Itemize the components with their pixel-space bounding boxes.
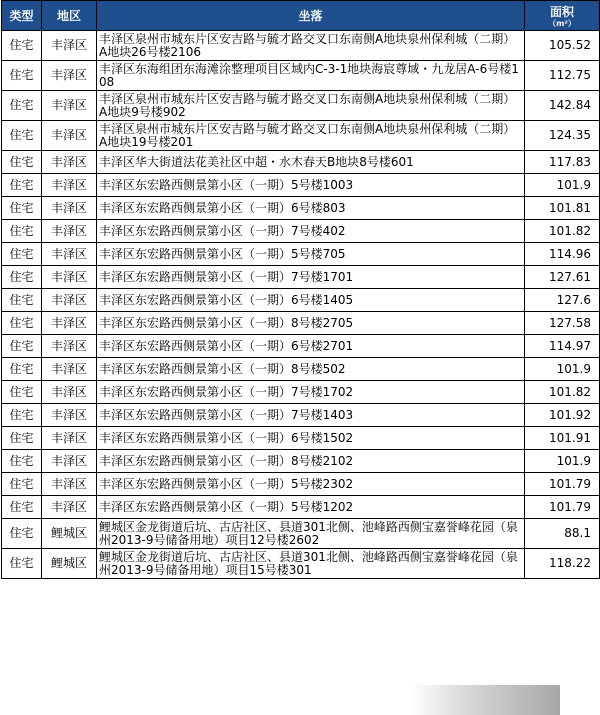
- cell-district: 丰泽区: [42, 312, 97, 335]
- cell-district: 丰泽区: [42, 91, 97, 121]
- table-row: [2, 404, 600, 427]
- cell-district: 丰泽区: [42, 121, 97, 151]
- cell-address: 丰泽区东宏路西侧景第小区（一期）8号楼502: [97, 358, 525, 381]
- cell-address: 丰泽区东宏路西侧景第小区（一期）7号楼1702: [97, 381, 525, 404]
- cell-address: 丰泽区泉州市城东片区安吉路与毓才路交叉口东南侧A地块泉州保利城（二期）A地块26号楼2106: [97, 31, 525, 61]
- cell-address: 丰泽区东宏路西侧景第小区（一期）8号楼2705: [97, 312, 525, 335]
- header-district: 地区: [42, 1, 97, 31]
- cell-area: 101.9: [525, 358, 600, 381]
- cell-district: 丰泽区: [42, 289, 97, 312]
- cell-address: 丰泽区东宏路西侧景第小区（一期）5号楼705: [97, 243, 525, 266]
- cell-address: 丰泽区东宏路西侧景第小区（一期）7号楼1701: [97, 266, 525, 289]
- table-row: [2, 496, 600, 519]
- table-row: [2, 31, 600, 61]
- cell-district: 丰泽区: [42, 31, 97, 61]
- cell-type: 住宅: [2, 151, 42, 174]
- cell-type: 住宅: [2, 473, 42, 496]
- table-row: [2, 358, 600, 381]
- cell-type: 住宅: [2, 91, 42, 121]
- table-row: [2, 151, 600, 174]
- table-row: [2, 473, 600, 496]
- cell-address: 丰泽区东宏路西侧景第小区（一期）6号楼803: [97, 197, 525, 220]
- cell-type: 住宅: [2, 427, 42, 450]
- cell-type: 住宅: [2, 121, 42, 151]
- cell-district: 丰泽区: [42, 243, 97, 266]
- header-address: 坐落: [97, 1, 525, 31]
- cell-address: 丰泽区东宏路西侧景第小区（一期）6号楼1502: [97, 427, 525, 450]
- cell-district: 丰泽区: [42, 381, 97, 404]
- cell-area: 101.79: [525, 496, 600, 519]
- cell-type: 住宅: [2, 174, 42, 197]
- cell-area: 142.84: [525, 91, 600, 121]
- header-type: 类型: [2, 1, 42, 31]
- cell-address: 丰泽区东宏路西侧景第小区（一期）8号楼2102: [97, 450, 525, 473]
- cell-address: 丰泽区泉州市城东片区安吉路与毓才路交叉口东南侧A地块泉州保利城（二期）A地块19号楼201: [97, 121, 525, 151]
- table-row: [2, 450, 600, 473]
- table-row: [2, 312, 600, 335]
- cell-type: 住宅: [2, 404, 42, 427]
- cell-district: 鲤城区: [42, 549, 97, 579]
- cell-district: 丰泽区: [42, 358, 97, 381]
- cell-type: 住宅: [2, 266, 42, 289]
- cell-district: 丰泽区: [42, 197, 97, 220]
- cell-area: 101.81: [525, 197, 600, 220]
- cell-address: 丰泽区东宏路西侧景第小区（一期）5号楼2302: [97, 473, 525, 496]
- header-area-label: 面积: [549, 4, 574, 19]
- cell-district: 丰泽区: [42, 450, 97, 473]
- cell-type: 住宅: [2, 335, 42, 358]
- table-row: [2, 121, 600, 151]
- cell-area: 88.1: [525, 519, 600, 549]
- cell-area: 114.96: [525, 243, 600, 266]
- cell-address: 鲤城区金龙街道后坑、古店社区、县道301北侧、池峰路西侧宝嘉誉峰花园（泉州2013-9号储备用地）项目12号楼2602: [97, 519, 525, 549]
- cell-district: 丰泽区: [42, 174, 97, 197]
- cell-type: 住宅: [2, 197, 42, 220]
- cell-area: 101.92: [525, 404, 600, 427]
- cell-type: 住宅: [2, 61, 42, 91]
- cell-address: 丰泽区泉州市城东片区安吉路与毓才路交叉口东南侧A地块泉州保利城（二期）A地块9号楼902: [97, 91, 525, 121]
- cell-area: 101.82: [525, 381, 600, 404]
- table-body: [2, 31, 600, 579]
- cell-address: 丰泽区东宏路西侧景第小区（一期）5号楼1003: [97, 174, 525, 197]
- table-row: [2, 427, 600, 450]
- table-row: [2, 174, 600, 197]
- cell-type: 住宅: [2, 358, 42, 381]
- table-header-row: [2, 1, 600, 31]
- cell-address: 丰泽区东宏路西侧景第小区（一期）6号楼2701: [97, 335, 525, 358]
- cell-district: 丰泽区: [42, 404, 97, 427]
- cell-type: 住宅: [2, 381, 42, 404]
- cell-area: 101.82: [525, 220, 600, 243]
- cell-address: 丰泽区东宏路西侧景第小区（一期）6号楼1405: [97, 289, 525, 312]
- cell-district: 丰泽区: [42, 427, 97, 450]
- property-table: [1, 0, 600, 579]
- cell-type: 住宅: [2, 243, 42, 266]
- watermark: [410, 685, 560, 715]
- cell-district: 丰泽区: [42, 61, 97, 91]
- cell-district: 丰泽区: [42, 496, 97, 519]
- cell-type: 住宅: [2, 450, 42, 473]
- header-area: [525, 1, 600, 31]
- cell-district: 丰泽区: [42, 266, 97, 289]
- cell-address: 丰泽区东海组团东海滩涂整理项目区域内C-3-1地块海宸尊域・九龙居A-6号楼108: [97, 61, 525, 91]
- cell-area: 117.83: [525, 151, 600, 174]
- cell-address: 鲤城区金龙街道后坑、古店社区、县道301北侧、池峰路西侧宝嘉誉峰花园（泉州2013-9号储备用地）项目15号楼301: [97, 549, 525, 579]
- header-area-unit: （m²）: [548, 18, 576, 27]
- cell-address: 丰泽区东宏路西侧景第小区（一期）7号楼1403: [97, 404, 525, 427]
- cell-area: 101.91: [525, 427, 600, 450]
- cell-type: 住宅: [2, 312, 42, 335]
- cell-area: 112.75: [525, 61, 600, 91]
- cell-district: 丰泽区: [42, 335, 97, 358]
- cell-address: 丰泽区东宏路西侧景第小区（一期）5号楼1202: [97, 496, 525, 519]
- table-row: [2, 549, 600, 579]
- cell-area: 124.35: [525, 121, 600, 151]
- cell-area: 101.9: [525, 450, 600, 473]
- table-row: [2, 289, 600, 312]
- cell-district: 鲤城区: [42, 519, 97, 549]
- table-row: [2, 61, 600, 91]
- cell-area: 101.79: [525, 473, 600, 496]
- table-row: [2, 220, 600, 243]
- cell-type: 住宅: [2, 519, 42, 549]
- table-row: [2, 243, 600, 266]
- table-row: [2, 519, 600, 549]
- table-row: [2, 381, 600, 404]
- cell-area: 118.22: [525, 549, 600, 579]
- cell-area: 127.6: [525, 289, 600, 312]
- cell-type: 住宅: [2, 31, 42, 61]
- cell-address: 丰泽区华大街道法花美社区中超・水木春天B地块8号楼601: [97, 151, 525, 174]
- cell-district: 丰泽区: [42, 473, 97, 496]
- cell-district: 丰泽区: [42, 151, 97, 174]
- table-row: [2, 266, 600, 289]
- table-row: [2, 335, 600, 358]
- cell-area: 114.97: [525, 335, 600, 358]
- cell-address: 丰泽区东宏路西侧景第小区（一期）7号楼402: [97, 220, 525, 243]
- cell-area: 101.9: [525, 174, 600, 197]
- cell-area: 105.52: [525, 31, 600, 61]
- cell-district: 丰泽区: [42, 220, 97, 243]
- cell-type: 住宅: [2, 289, 42, 312]
- table-row: [2, 197, 600, 220]
- table-row: [2, 91, 600, 121]
- cell-area: 127.58: [525, 312, 600, 335]
- cell-area: 127.61: [525, 266, 600, 289]
- cell-type: 住宅: [2, 220, 42, 243]
- cell-type: 住宅: [2, 549, 42, 579]
- cell-type: 住宅: [2, 496, 42, 519]
